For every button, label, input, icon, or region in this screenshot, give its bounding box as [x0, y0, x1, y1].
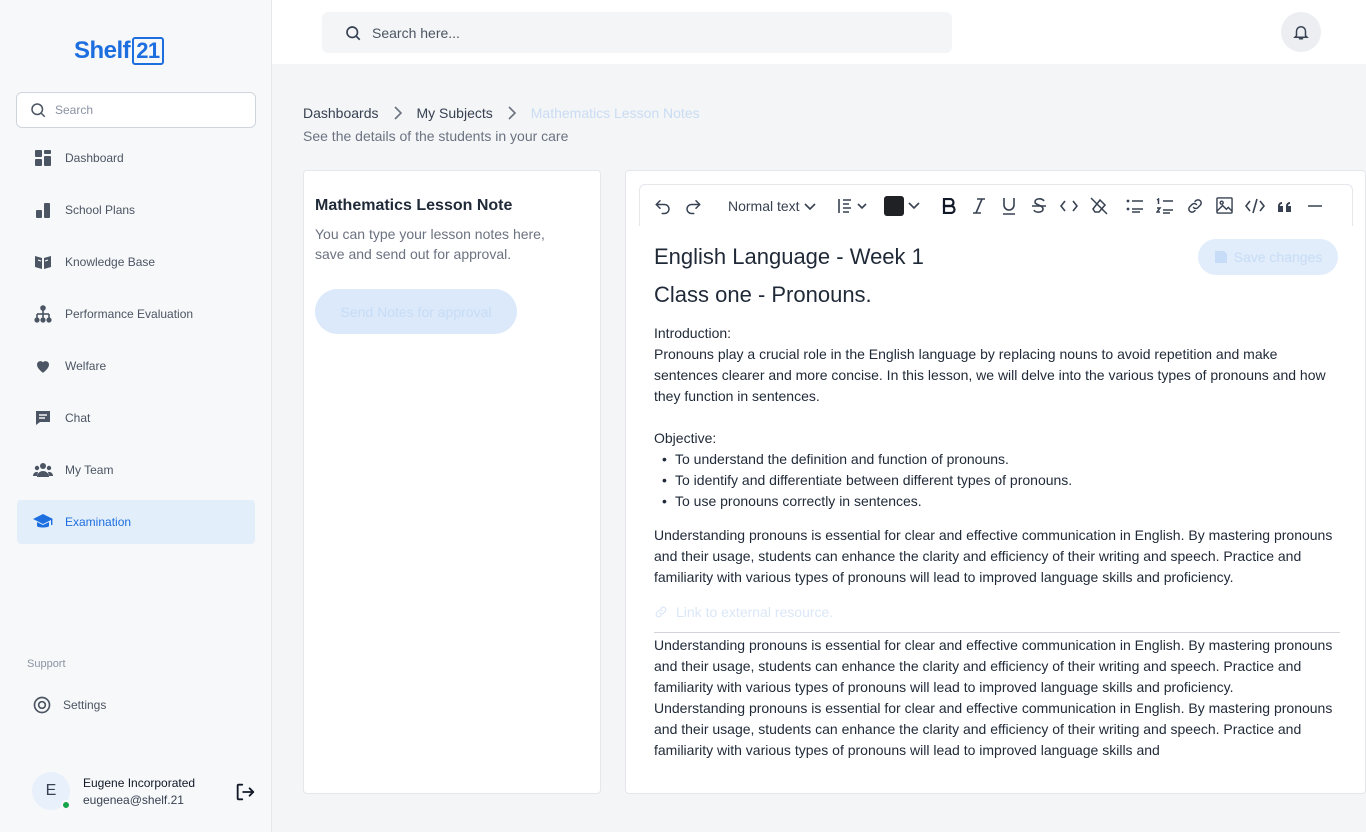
- lesson-note-title: Mathematics Lesson Note: [315, 197, 513, 214]
- objective-label: Objective:: [654, 430, 717, 446]
- rich-text-editor: [625, 170, 1366, 794]
- sidebar-item-knowledge-base[interactable]: [17, 240, 255, 284]
- chevron-down-icon: [908, 197, 920, 215]
- italic-icon[interactable]: [964, 191, 994, 221]
- content-heading-2: Class one - Pronouns.: [654, 282, 872, 307]
- bullet-list-icon[interactable]: [1120, 191, 1150, 221]
- sidebar-item-label: Knowledge Base: [65, 255, 156, 269]
- introduction-text: Pronouns play a crucial role in the English language by replacing nouns to avoid repetition and make sentences clearer and more concise. In this lesson, we will delve into the various types of pronouns and how they function in sentences.: [654, 346, 1326, 404]
- sidebar-item-label: My Team: [65, 463, 114, 477]
- inline-code-icon[interactable]: [1054, 191, 1084, 221]
- chevron-down-icon: [804, 198, 816, 214]
- logo-box: 21: [132, 37, 163, 65]
- paragraph-text: Understanding pronouns is essential for clear and effective communication in English. By mastering pronouns and their usage, students can enhance the clarity and efficiency of their writing and speech. Practice and familiarity with various types of pronouns will lead to improved language skills and: [654, 700, 1333, 758]
- sidebar-item-label: Chat: [65, 411, 91, 425]
- heart-icon: [33, 356, 53, 376]
- paragraph-text: Understanding pronouns is essential for clear and effective communication in English. By mastering pronouns and their usage, students can enhance the clarity and efficiency of their writing and speech. Practice and familiarity with various types of pronouns will lead to improved language skills and proficiency.: [654, 637, 1333, 695]
- summary-text: Understanding pronouns is essential for clear and effective communication in English. By mastering pronouns and their usage, students can enhance the clarity and efficiency of their writing and speech. Practice and familiarity with various types of pronouns will lead to improved language skills and proficiency.: [654, 527, 1333, 585]
- code-block-icon[interactable]: [1240, 191, 1270, 221]
- avatar-initial: E: [45, 782, 57, 799]
- sidebar-item-label: Performance Evaluation: [65, 307, 194, 321]
- breadcrumb-my-subjects[interactable]: My Subjects: [416, 105, 493, 121]
- chevron-right-icon: [507, 106, 517, 120]
- sidebar-item-dashboard[interactable]: [17, 136, 255, 180]
- shelf21-logo[interactable]: [74, 37, 164, 65]
- list-item: • To use pronouns correctly in sentences.: [654, 491, 1340, 512]
- support-heading: Support: [27, 658, 66, 670]
- editor-content[interactable]: [654, 241, 1340, 761]
- line-height-icon[interactable]: [832, 191, 872, 221]
- breadcrumb-dashboards[interactable]: Dashboards: [303, 105, 379, 121]
- numbered-list-icon[interactable]: [1150, 191, 1180, 221]
- text-style-select[interactable]: [728, 198, 816, 214]
- lesson-note-description: You can type your lesson notes here, save and send out for approval.: [315, 226, 545, 262]
- sidebar-item-label: Examination: [65, 515, 132, 529]
- text-style-value: Normal text: [728, 197, 800, 214]
- list-item: • To identify and differentiate between different types of pronouns.: [654, 470, 1340, 491]
- lesson-note-card: [303, 170, 601, 794]
- sidebar-search: [16, 92, 256, 128]
- book-icon: [33, 252, 53, 272]
- sidebar-item-label: Welfare: [65, 359, 107, 373]
- sidebar-item-my-team[interactable]: [17, 448, 255, 492]
- search-icon: [29, 101, 47, 119]
- external-resource-link[interactable]: [654, 604, 1340, 620]
- undo-icon[interactable]: [648, 191, 678, 221]
- sidebar-item-welfare[interactable]: [17, 344, 255, 388]
- gear-icon: [31, 694, 53, 716]
- sidebar-item-settings[interactable]: [31, 694, 106, 716]
- objective-list: [654, 449, 1340, 512]
- grid-icon: [33, 148, 53, 168]
- clear-formatting-icon[interactable]: [1084, 191, 1114, 221]
- search-icon: [344, 24, 362, 42]
- logo-text: Shelf: [74, 37, 131, 64]
- top-bar: [272, 0, 1366, 64]
- sidebar: [0, 0, 272, 832]
- text-color-picker[interactable]: [884, 196, 920, 216]
- redo-icon[interactable]: [678, 191, 708, 221]
- graduation-cap-icon: [33, 512, 53, 532]
- blockquote-icon[interactable]: [1270, 191, 1300, 221]
- user-profile: [32, 772, 258, 810]
- user-email: eugenea@shelf.21: [83, 792, 184, 807]
- logout-icon[interactable]: [234, 781, 256, 803]
- avatar[interactable]: [32, 772, 70, 810]
- link-icon: [654, 605, 668, 619]
- sidebar-item-performance-evaluation[interactable]: [17, 292, 255, 336]
- strikethrough-icon[interactable]: [1024, 191, 1054, 221]
- list-item: • To understand the definition and function of pronouns.: [654, 449, 1340, 470]
- breadcrumb-current: Mathematics Lesson Notes: [530, 105, 700, 121]
- sidebar-item-chat[interactable]: [17, 396, 255, 440]
- settings-label: Settings: [63, 698, 107, 712]
- link-icon[interactable]: [1180, 191, 1210, 221]
- chevron-right-icon: [393, 106, 403, 120]
- sidebar-item-school-plans[interactable]: [17, 188, 255, 232]
- underline-icon[interactable]: [994, 191, 1024, 221]
- breadcrumb: [303, 105, 700, 121]
- notification-bell-icon[interactable]: [1281, 12, 1321, 52]
- external-resource-label: Link to external resource.: [676, 604, 834, 620]
- send-for-approval-button[interactable]: Send Notes for approval: [315, 289, 517, 334]
- top-search: [322, 12, 952, 53]
- image-icon[interactable]: [1210, 191, 1240, 221]
- save-changes-label: Save changes: [1233, 249, 1323, 265]
- user-info: [83, 776, 195, 807]
- sidebar-search-input[interactable]: [55, 103, 235, 117]
- content-heading-1: English Language - Week 1: [654, 244, 924, 269]
- top-search-input[interactable]: [372, 25, 932, 41]
- horizontal-divider: [654, 632, 1340, 633]
- color-swatch: [884, 196, 904, 216]
- introduction-label: Introduction:: [654, 325, 732, 341]
- user-name: Eugene Incorporated: [83, 775, 196, 790]
- sidebar-item-label: School Plans: [65, 203, 136, 217]
- page-subtitle: See the details of the students in your care: [303, 128, 569, 144]
- bar-chart-icon: [33, 200, 53, 220]
- team-icon: [33, 460, 53, 480]
- sidebar-nav: [17, 136, 255, 552]
- sidebar-item-label: Dashboard: [65, 151, 124, 165]
- horizontal-rule-icon[interactable]: [1300, 191, 1330, 221]
- chat-icon: [33, 408, 53, 428]
- online-status-dot: [61, 800, 71, 810]
- sidebar-item-examination[interactable]: [17, 500, 255, 544]
- bold-icon[interactable]: [934, 191, 964, 221]
- hierarchy-icon: [33, 304, 53, 324]
- editor-toolbar: [639, 184, 1353, 226]
